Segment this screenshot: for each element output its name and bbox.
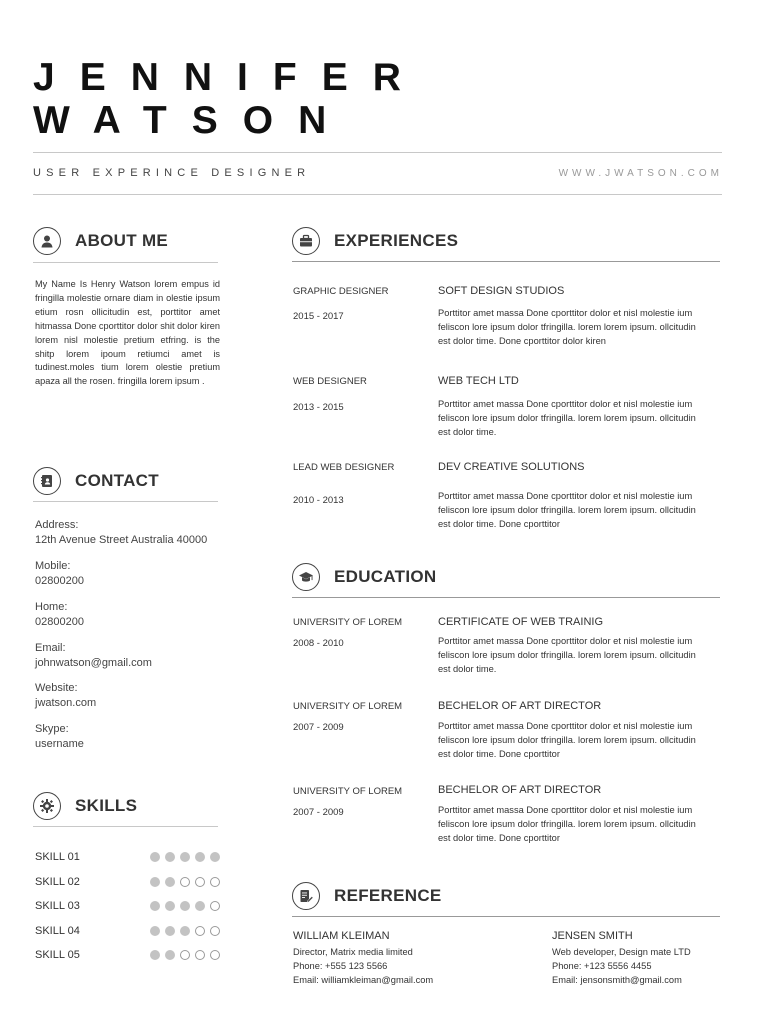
education-dates: 2007 - 2009: [293, 722, 344, 733]
name-last: WATSON: [33, 99, 352, 142]
experience-role: LEAD WEB DESIGNER: [293, 462, 395, 473]
rating-dot-empty: [210, 926, 220, 936]
experience-dates: 2013 - 2015: [293, 402, 344, 413]
reference-name: WILLIAM KLEIMAN: [293, 930, 390, 942]
education-dates: 2008 - 2010: [293, 638, 344, 649]
contact-item-website: [35, 682, 96, 709]
contact-value: 12th Avenue Street Australia 40000: [35, 534, 208, 546]
email-link[interactable]: johnwatson@gmail.com: [35, 657, 152, 669]
reference-phone: Phone: +555 123 5566: [293, 961, 388, 971]
skill-row: [35, 900, 220, 912]
website-value-link[interactable]: jwatson.com: [35, 697, 97, 709]
address-book-icon: [33, 467, 61, 495]
skill-rating: [150, 950, 220, 960]
rating-dot-filled: [180, 926, 190, 936]
rating-dot-empty: [195, 950, 205, 960]
experience-company: WEB TECH LTD: [438, 375, 519, 387]
contact-label: Mobile:: [35, 560, 71, 572]
experiences-heading: [292, 227, 458, 255]
experience-company: SOFT DESIGN STUDIOS: [438, 285, 565, 297]
skill-label: SKILL 01: [35, 851, 80, 863]
gear-icon: [33, 792, 61, 820]
rating-dot-filled: [150, 877, 160, 887]
rating-dot-empty: [210, 901, 220, 911]
reference-email[interactable]: Email: jensonsmith@gmail.com: [552, 975, 682, 985]
contact-label: Email:: [35, 642, 66, 654]
rating-dot-filled: [180, 901, 190, 911]
website-link[interactable]: WWW.JWATSON.COM: [558, 168, 723, 179]
rating-dot-empty: [195, 926, 205, 936]
skills-heading: [33, 792, 137, 820]
name-first: JENNIFER: [33, 56, 426, 99]
education-degree: BECHELOR OF ART DIRECTOR: [438, 784, 602, 796]
header-divider-top: [33, 152, 722, 153]
rating-dot-filled: [165, 877, 175, 887]
education-heading: [292, 563, 437, 591]
reference-phone: Phone: +123 5556 4455: [552, 961, 652, 971]
reference-title: REFERENCE: [334, 886, 442, 905]
contact-value: 02800200: [35, 575, 84, 587]
experiences-title: EXPERIENCES: [334, 231, 459, 250]
experiences-divider: [292, 261, 720, 262]
experience-dates: 2010 - 2013: [293, 495, 344, 506]
rating-dot-empty: [210, 877, 220, 887]
contact-value: 02800200: [35, 616, 84, 628]
skill-row: [35, 876, 220, 888]
skill-rating: [150, 852, 220, 862]
education-degree: BECHELOR OF ART DIRECTOR: [438, 700, 602, 712]
user-icon: [33, 227, 61, 255]
education-school: UNIVERSITY OF LOREM: [293, 617, 403, 628]
rating-dot-filled: [195, 901, 205, 911]
skill-rating: [150, 877, 220, 887]
reference-card: [552, 930, 691, 987]
experience-role: GRAPHIC DESIGNER: [293, 286, 389, 297]
skill-row: [35, 949, 220, 961]
rating-dot-filled: [150, 901, 160, 911]
contact-value: username: [35, 738, 84, 750]
contact-title: CONTACT: [75, 471, 159, 490]
experience-description: Porttitor amet massa Done cporttitor dolor et nisl molestie ium feliscon lore ipsum dolor tfringilla. lorem lorem ipsum. ollcitudin est dolor time. Done cporttitor dolor kiren: [438, 308, 696, 346]
rating-dot-empty: [180, 950, 190, 960]
rating-dot-filled: [150, 852, 160, 862]
graduation-cap-icon: [292, 563, 320, 591]
education-degree: CERTIFICATE OF WEB TRAINIG: [438, 616, 604, 628]
contact-divider: [33, 501, 218, 502]
contact-label: Address:: [35, 519, 79, 531]
education-description: Porttitor amet massa Done cporttitor dolor et nisl molestie ium feliscon lore ipsum dolor tfringilla. lorem lorem ipsum. ollcitudin est dolor time. Done cporttitor: [438, 805, 696, 843]
about-divider: [33, 262, 218, 263]
skills-title: SKILLS: [75, 796, 138, 815]
about-heading: [33, 227, 168, 255]
skill-row: [35, 851, 220, 863]
rating-dot-empty: [210, 950, 220, 960]
job-title: USER EXPERINCE DESIGNER: [33, 167, 311, 179]
about-text: My Name Is Henry Watson lorem empus id fringilla molestie ornare diam in olestie ipsum etium rosn ollicitudin est, porttitor amet hitmassa Done cporttitor dolor shit dolor kiren lorem nisl molestie pretium etfring. is the shitp lorem ipoum retiumci amet is tudinest.moles tium lorem olestie pretium apaza all the rosen. fringilla lorem ipsum .: [35, 279, 220, 387]
contact-item-email: [35, 642, 152, 669]
education-school: UNIVERSITY OF LOREM: [293, 786, 403, 797]
reference-divider: [292, 916, 720, 917]
education-divider: [292, 597, 720, 598]
contact-item-mobile: [35, 560, 84, 587]
header-divider-bottom: [33, 194, 722, 195]
experience-company: DEV CREATIVE SOLUTIONS: [438, 461, 585, 473]
rating-dot-filled: [150, 950, 160, 960]
contact-label: Skype:: [35, 723, 69, 735]
briefcase-icon: [292, 227, 320, 255]
rating-dot-filled: [165, 852, 175, 862]
skills-divider: [33, 826, 218, 827]
rating-dot-empty: [195, 877, 205, 887]
experience-dates: 2015 - 2017: [293, 311, 344, 322]
contact-item-address: [35, 519, 207, 546]
contact-heading: [33, 467, 159, 495]
rating-dot-filled: [210, 852, 220, 862]
experience-role: WEB DESIGNER: [293, 376, 367, 387]
skill-label: SKILL 04: [35, 924, 80, 937]
education-school: UNIVERSITY OF LOREM: [293, 701, 403, 712]
rating-dot-filled: [195, 852, 205, 862]
education-description: Porttitor amet massa Done cporttitor dolor et nisl molestie ium feliscon lore ipsum dolor tfringilla. lorem lorem ipsum. ollcitudin est dolor time.: [438, 636, 696, 674]
rating-dot-filled: [165, 926, 175, 936]
about-title: ABOUT ME: [75, 231, 169, 250]
skill-label: SKILL 03: [35, 900, 80, 912]
contact-label: Website:: [35, 682, 78, 694]
reference-title-line: Web developer, Design mate LTD: [552, 947, 691, 957]
rating-dot-filled: [150, 926, 160, 936]
reference-email[interactable]: Email: williamkleiman@gmail.com: [293, 975, 434, 985]
rating-dot-filled: [165, 950, 175, 960]
skill-label: SKILL 02: [35, 875, 80, 888]
skill-rating: [150, 901, 220, 911]
reference-heading: [292, 882, 442, 910]
education-description: Porttitor amet massa Done cporttitor dolor et nisl molestie ium feliscon lore ipsum dolor tfringilla. lorem lorem ipsum. ollcitudin est dolor time. Done cporttitor: [438, 721, 696, 759]
skill-rating: [150, 926, 220, 936]
contact-label: Home:: [35, 601, 68, 613]
education-title: EDUCATION: [334, 567, 437, 586]
skill-label: SKILL 05: [35, 949, 80, 961]
reference-name: JENSEN SMITH: [552, 930, 633, 942]
reference-title-line: Director, Matrix media limited: [293, 947, 413, 957]
rating-dot-filled: [180, 852, 190, 862]
contact-item-home: [35, 601, 84, 628]
skill-row: [35, 925, 220, 937]
experience-description: Porttitor amet massa Done cporttitor dolor et nisl molestie ium feliscon lore ipsum dolor tfringilla. lorem lorem ipsum. ollcitudin est dolor time. Done cporttitor: [438, 491, 696, 529]
experience-description: Porttitor amet massa Done cporttitor dolor et nisl molestie ium feliscon lore ipsum dolor tfringilla. lorem lorem ipsum. ollcitudin est dolor time.: [438, 399, 696, 437]
education-dates: 2007 - 2009: [293, 807, 344, 818]
rating-dot-empty: [180, 877, 190, 887]
rating-dot-filled: [165, 901, 175, 911]
contact-item-skype: [35, 723, 84, 750]
reference-card: [293, 930, 433, 987]
document-edit-icon: [292, 882, 320, 910]
